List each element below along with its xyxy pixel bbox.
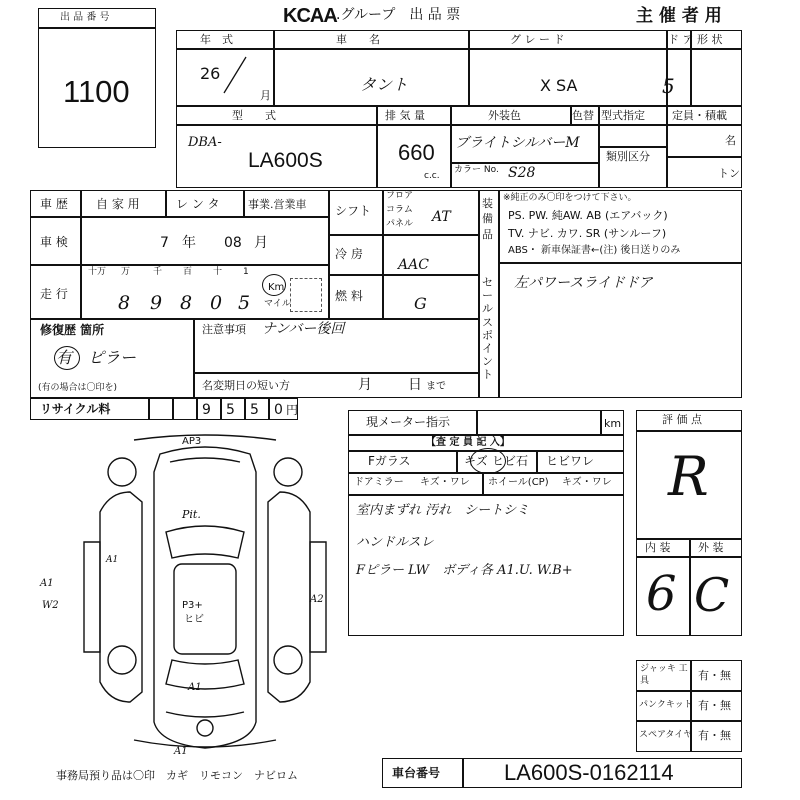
scratch-label: キズ	[464, 454, 488, 468]
capacity-label: 定員・積載	[672, 109, 727, 122]
lot-number: 1100	[63, 74, 130, 109]
interior-grade: 6	[646, 566, 677, 622]
car-damage-diagram	[40, 432, 340, 762]
chassis-number: LA600S-0162114	[504, 760, 674, 785]
ac-value: AAC	[398, 257, 429, 273]
notes-label: 注意事項	[202, 323, 246, 336]
jack-option: 有・無	[698, 669, 731, 682]
wheel-status: キズ・ワレ	[562, 477, 612, 488]
model-designation-label: 型式指定	[601, 109, 645, 122]
mileage-unit-100k: 十万	[88, 267, 107, 277]
model-code: LA600S	[248, 149, 323, 172]
km-circle	[262, 274, 286, 296]
grade-label: グ レ ー ド	[510, 33, 565, 46]
color-no-label: カラー No.	[454, 165, 499, 175]
inspector-note-3: Fピラー LW ボディ各 A1.U. W.B+	[356, 563, 573, 578]
mark-p3: P3+	[182, 600, 203, 611]
shift-column: コラム	[386, 205, 413, 215]
notes-value: ナンバー後回	[262, 321, 345, 337]
history-rental: レ ン タ	[176, 197, 220, 211]
color-change-label: 色替	[572, 109, 594, 122]
fuel-value: G	[414, 294, 427, 313]
chip-circle	[470, 448, 506, 474]
inspection-year: 7	[160, 235, 169, 251]
body-label: 形 状	[697, 33, 723, 46]
equipment-line-1: PS. PW. 純AW. AB (エアバック)	[508, 209, 668, 222]
selling-points-label: セールスポイント	[482, 276, 493, 382]
glass-label: Fガラス	[368, 454, 411, 468]
displacement-unit: c.c.	[424, 171, 440, 181]
recycle-unit: 円	[286, 403, 299, 417]
mileage-digit-2: 9	[150, 292, 163, 314]
equipment-line-2: TV. ナビ. カワ. SR (サンルーフ)	[508, 227, 667, 240]
exterior-label: 外 装	[698, 541, 724, 554]
deadline-label: 名変期日の短い方	[202, 379, 290, 392]
mileage-digit-4: 0	[210, 292, 223, 314]
shift-floor: フロア	[386, 191, 414, 201]
recycle-digit-3: 5	[250, 402, 259, 418]
mark-a1-door: A1	[106, 555, 119, 565]
exterior-grade: C	[694, 568, 730, 622]
jack-label: ジャッキ 工 具	[640, 664, 688, 686]
door-mirror-label: ドアミラー	[354, 477, 404, 488]
deadline-month: 月	[358, 377, 372, 393]
spare-tire-label: スペアタイヤ	[639, 730, 693, 740]
category-label: 類別区分	[606, 150, 650, 163]
inspector-label: 【査 定 員 記 入】	[426, 437, 510, 448]
people-unit: 名	[725, 134, 736, 147]
shift-panel: パネル	[386, 219, 414, 229]
mileage-mile: マイル	[264, 299, 291, 309]
meter-unit: km	[604, 417, 622, 430]
inspector-note-1: 室内まずれ 汚れ シートシミ	[356, 503, 530, 518]
mileage-digit-3: 8	[180, 292, 193, 314]
mark-a1-bottom: A1	[174, 746, 188, 757]
year-value: 26	[200, 64, 221, 83]
model-prefix: DBA-	[188, 135, 222, 150]
fuel-label: 燃 料	[335, 289, 363, 303]
mark-a2-right: A2	[310, 594, 324, 605]
year-label: 年 式	[200, 33, 233, 46]
color-label: 外装色	[488, 109, 521, 122]
mileage-unit-100: 百	[183, 267, 193, 277]
mileage-label: 走 行	[40, 287, 68, 301]
name-label: 車 名	[336, 33, 380, 46]
recycle-digit-4: 0	[274, 402, 283, 418]
logo: KCAA	[283, 5, 337, 27]
mirror-status: キズ・ワレ	[420, 477, 470, 488]
grade-score: R	[668, 445, 709, 508]
mileage-unit-10k: 万	[121, 267, 131, 277]
mileage-unit-1k: 千	[153, 267, 163, 277]
mark-crack: ヒビ	[184, 614, 204, 625]
equipment-label: 装 備 品	[482, 197, 493, 241]
inspector-note-2: ハンドルスレ	[356, 535, 434, 550]
mark-a1-left: A1	[40, 578, 54, 589]
interior-label: 内 装	[645, 541, 671, 554]
inspection-label: 車 検	[40, 235, 68, 249]
repair-circle	[54, 346, 80, 370]
repair-note: (有の場合は〇印を)	[38, 383, 118, 393]
ton-unit: トン	[718, 167, 740, 180]
repair-value: 有 ピラー	[56, 348, 137, 367]
recycle-digit-2: 5	[226, 402, 235, 418]
door-label: ド ア	[668, 33, 694, 46]
chip-label: ヒビ石	[492, 454, 529, 468]
chassis-label: 車台番号	[392, 766, 441, 780]
mark-w2-left: W2	[42, 600, 59, 611]
mileage-digit-1: 8	[118, 292, 131, 314]
inspection-year-unit: 年	[182, 235, 196, 251]
displacement-label: 排 気 量	[385, 109, 425, 122]
door-count: 5	[662, 74, 675, 98]
meter-label: 現メーター指示	[366, 415, 451, 429]
equipment-line-3: ABS・ 新車保証書←(注) 後日送りのみ	[508, 245, 681, 256]
selling-points-text: 左パワースライドドア	[514, 275, 653, 291]
puncture-option: 有・無	[698, 699, 731, 712]
ac-label: 冷 房	[335, 247, 363, 261]
mileage-unit-10: 十	[213, 267, 223, 277]
recycle-digit-1: 9	[202, 402, 211, 418]
crack-label: ヒビワレ	[546, 454, 595, 468]
mileage-digit-5: 5	[238, 292, 251, 314]
puncture-kit-label: パンクキット	[639, 700, 693, 710]
year-suffix: 月	[260, 89, 271, 102]
history-business: 事業.営業車	[248, 198, 307, 211]
wheel-label: ホイール(CP)	[488, 477, 549, 488]
equipment-note: ※純正のみ〇印をつけて下さい。	[503, 193, 637, 203]
inspection-month-unit: 月	[254, 235, 268, 251]
grade-label: 評 価 点	[662, 413, 702, 426]
organizer-label: 主 催 者 用	[636, 6, 722, 26]
color-value: ブライトシルバーM	[455, 135, 580, 151]
history-label: 車 歴	[40, 197, 68, 211]
history-private: 自 家 用	[96, 197, 140, 211]
deadline-suffix: まで	[426, 381, 446, 392]
office-items: 事務局預り品は〇印 カギ リモコン ナビロム	[56, 769, 298, 782]
recycle-label: リサイクル料	[40, 402, 111, 416]
car-name: タント	[360, 75, 409, 94]
repair-label: 修復歴 箇所	[40, 323, 105, 337]
color-no-value: S28	[508, 165, 536, 181]
model-label: 型 式	[232, 109, 276, 122]
shift-label: シフト	[335, 204, 372, 218]
grade-value: X SA	[540, 76, 578, 95]
displacement-value: 660	[398, 140, 435, 165]
shift-value: AT	[432, 209, 451, 225]
mark-ap3: AP3	[182, 436, 202, 447]
mileage-unit-1: 1	[243, 267, 249, 277]
spare-option: 有・無	[698, 729, 731, 742]
inspection-month: 08	[224, 235, 242, 251]
mark-a1-rear: A1	[188, 682, 202, 693]
lot-label: 出 品 番 号	[60, 12, 110, 23]
mileage-km: Km	[268, 282, 285, 293]
deadline-day: 日	[408, 377, 422, 393]
form-title: .グループ 出 品 票	[336, 7, 461, 23]
mark-pit: Pit.	[182, 508, 201, 521]
